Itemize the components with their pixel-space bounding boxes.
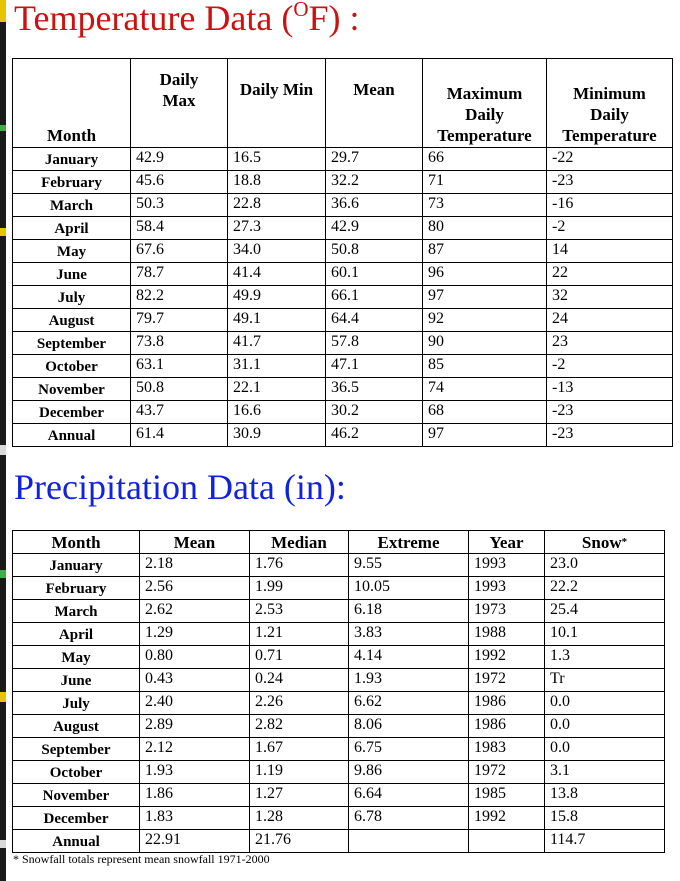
header-daily-max: Daily Max	[131, 59, 228, 148]
precipitation-cell-year: 1972	[469, 669, 545, 692]
temperature-cell-min: 27.3	[228, 217, 326, 240]
precipitation-cell-extreme: 8.06	[349, 715, 469, 738]
temperature-cell-mean: 47.1	[326, 355, 423, 378]
temperature-cell-mean: 36.6	[326, 194, 423, 217]
temperature-cell-lo: -16	[547, 194, 673, 217]
temperature-cell-mean: 42.9	[326, 217, 423, 240]
header-median: Median	[250, 531, 349, 554]
precipitation-cell-snow: 10.1	[545, 623, 665, 646]
temperature-row	[13, 171, 673, 194]
precipitation-row	[13, 715, 665, 738]
temperature-cell-mean: 30.2	[326, 401, 423, 424]
precipitation-cell-year: 1973	[469, 600, 545, 623]
temperature-cell-mean: 64.4	[326, 309, 423, 332]
precipitation-cell-median: 1.76	[250, 554, 349, 577]
precipitation-cell-snow: 15.8	[545, 807, 665, 830]
temperature-cell-min: 16.6	[228, 401, 326, 424]
temperature-cell-min: 16.5	[228, 148, 326, 171]
temperature-cell-hi: 97	[423, 286, 547, 309]
temperature-cell-hi: 73	[423, 194, 547, 217]
temperature-cell-mean: 50.8	[326, 240, 423, 263]
precipitation-cell-extreme: 3.83	[349, 623, 469, 646]
precipitation-cell-month: March	[13, 600, 140, 623]
precipitation-cell-median: 1.28	[250, 807, 349, 830]
temperature-cell-mean: 32.2	[326, 171, 423, 194]
precipitation-cell-month: September	[13, 738, 140, 761]
temperature-cell-hi: 96	[423, 263, 547, 286]
header-extreme: Extreme	[349, 531, 469, 554]
precipitation-row	[13, 784, 665, 807]
temperature-cell-lo: 23	[547, 332, 673, 355]
precipitation-cell-year: 1972	[469, 761, 545, 784]
temperature-cell-hi: 71	[423, 171, 547, 194]
temperature-cell-lo: 24	[547, 309, 673, 332]
temperature-heading	[14, 0, 360, 36]
precipitation-cell-snow: 13.8	[545, 784, 665, 807]
temperature-cell-min: 22.8	[228, 194, 326, 217]
precipitation-cell-month: November	[13, 784, 140, 807]
temperature-cell-max: 43.7	[131, 401, 228, 424]
header-mean: Mean	[326, 59, 423, 148]
precipitation-cell-extreme: 6.75	[349, 738, 469, 761]
precipitation-row	[13, 577, 665, 600]
precipitation-cell-mean: 2.18	[140, 554, 250, 577]
precipitation-row	[13, 554, 665, 577]
precipitation-cell-extreme: 6.64	[349, 784, 469, 807]
degree-symbol: O	[293, 0, 309, 21]
temperature-cell-hi: 68	[423, 401, 547, 424]
precipitation-cell-median: 1.27	[250, 784, 349, 807]
precipitation-cell-mean: 0.43	[140, 669, 250, 692]
precipitation-cell-extreme: 6.78	[349, 807, 469, 830]
precipitation-cell-snow: 114.7	[545, 830, 665, 853]
temperature-cell-min: 49.9	[228, 286, 326, 309]
precipitation-cell-median: 2.82	[250, 715, 349, 738]
precipitation-cell-snow: 23.0	[545, 554, 665, 577]
header-year: Year	[469, 531, 545, 554]
temperature-cell-lo: -22	[547, 148, 673, 171]
temperature-table	[12, 58, 673, 447]
temperature-cell-lo: -2	[547, 217, 673, 240]
temperature-cell-hi: 90	[423, 332, 547, 355]
precipitation-cell-median: 21.76	[250, 830, 349, 853]
temperature-row	[13, 309, 673, 332]
temperature-row	[13, 355, 673, 378]
precipitation-cell-extreme	[349, 830, 469, 853]
temperature-cell-max: 50.8	[131, 378, 228, 401]
temperature-cell-max: 79.7	[131, 309, 228, 332]
temperature-row	[13, 332, 673, 355]
precipitation-cell-year: 1983	[469, 738, 545, 761]
precipitation-row	[13, 623, 665, 646]
precipitation-cell-snow: Tr	[545, 669, 665, 692]
precipitation-cell-extreme: 9.55	[349, 554, 469, 577]
temperature-row	[13, 148, 673, 171]
precipitation-row	[13, 738, 665, 761]
temperature-cell-hi: 80	[423, 217, 547, 240]
precipitation-row	[13, 646, 665, 669]
temperature-cell-lo: 32	[547, 286, 673, 309]
temperature-cell-hi: 97	[423, 424, 547, 447]
header-min-daily-temperature: Minimum Daily Temperature	[547, 59, 673, 148]
temperature-header-row	[13, 59, 673, 148]
temperature-cell-hi: 87	[423, 240, 547, 263]
precipitation-cell-snow: 3.1	[545, 761, 665, 784]
precipitation-cell-month: June	[13, 669, 140, 692]
precipitation-cell-mean: 1.93	[140, 761, 250, 784]
precipitation-cell-year: 1986	[469, 692, 545, 715]
temperature-row	[13, 263, 673, 286]
temperature-cell-mean: 29.7	[326, 148, 423, 171]
precipitation-cell-year: 1992	[469, 807, 545, 830]
temperature-cell-month: November	[13, 378, 131, 401]
temperature-cell-max: 63.1	[131, 355, 228, 378]
header-month: Month	[13, 59, 131, 148]
temperature-cell-max: 73.8	[131, 332, 228, 355]
precipitation-cell-extreme: 6.62	[349, 692, 469, 715]
temperature-cell-month: March	[13, 194, 131, 217]
temperature-cell-max: 58.4	[131, 217, 228, 240]
temperature-table-body	[13, 148, 673, 447]
temperature-cell-lo: 22	[547, 263, 673, 286]
temperature-cell-max: 61.4	[131, 424, 228, 447]
precipitation-cell-month: April	[13, 623, 140, 646]
precipitation-cell-extreme: 9.86	[349, 761, 469, 784]
temperature-cell-max: 50.3	[131, 194, 228, 217]
precipitation-header-row	[13, 531, 665, 554]
temperature-row	[13, 424, 673, 447]
temperature-cell-lo: -13	[547, 378, 673, 401]
temperature-cell-min: 41.4	[228, 263, 326, 286]
precipitation-cell-mean: 1.29	[140, 623, 250, 646]
precipitation-cell-year: 1993	[469, 554, 545, 577]
temperature-cell-hi: 92	[423, 309, 547, 332]
temperature-cell-month: October	[13, 355, 131, 378]
temperature-cell-month: June	[13, 263, 131, 286]
temperature-cell-lo: -23	[547, 424, 673, 447]
temperature-cell-max: 67.6	[131, 240, 228, 263]
temperature-row	[13, 194, 673, 217]
precipitation-cell-snow: 0.0	[545, 692, 665, 715]
precipitation-row	[13, 761, 665, 784]
precipitation-cell-mean: 1.86	[140, 784, 250, 807]
temperature-row	[13, 378, 673, 401]
precipitation-cell-month: December	[13, 807, 140, 830]
precipitation-heading: Precipitation Data (in):	[14, 467, 346, 507]
temperature-cell-min: 41.7	[228, 332, 326, 355]
precipitation-cell-month: February	[13, 577, 140, 600]
temperature-cell-month: December	[13, 401, 131, 424]
precipitation-table	[12, 530, 665, 853]
precipitation-cell-extreme: 1.93	[349, 669, 469, 692]
temperature-cell-month: May	[13, 240, 131, 263]
precipitation-cell-extreme: 4.14	[349, 646, 469, 669]
precipitation-cell-month: July	[13, 692, 140, 715]
temperature-cell-lo: -23	[547, 171, 673, 194]
precipitation-cell-mean: 0.80	[140, 646, 250, 669]
left-window-edge	[0, 0, 6, 881]
precipitation-cell-snow: 25.4	[545, 600, 665, 623]
precipitation-cell-median: 0.24	[250, 669, 349, 692]
header-snow: Snow*	[545, 531, 665, 554]
precipitation-cell-median: 1.19	[250, 761, 349, 784]
temperature-cell-max: 45.6	[131, 171, 228, 194]
temperature-cell-hi: 66	[423, 148, 547, 171]
precipitation-cell-mean: 1.83	[140, 807, 250, 830]
precipitation-cell-mean: 2.62	[140, 600, 250, 623]
temperature-cell-mean: 36.5	[326, 378, 423, 401]
temperature-cell-lo: 14	[547, 240, 673, 263]
temperature-row	[13, 240, 673, 263]
precipitation-cell-year: 1992	[469, 646, 545, 669]
precipitation-cell-month: October	[13, 761, 140, 784]
precipitation-cell-month: August	[13, 715, 140, 738]
temperature-cell-month: September	[13, 332, 131, 355]
temperature-heading-text: Temperature Data (	[14, 0, 294, 38]
temperature-cell-month: August	[13, 309, 131, 332]
precipitation-cell-mean: 2.56	[140, 577, 250, 600]
precipitation-row	[13, 830, 665, 853]
temperature-cell-lo: -23	[547, 401, 673, 424]
temperature-cell-max: 42.9	[131, 148, 228, 171]
temperature-row	[13, 401, 673, 424]
temperature-cell-mean: 66.1	[326, 286, 423, 309]
temperature-cell-min: 31.1	[228, 355, 326, 378]
precipitation-cell-median: 2.53	[250, 600, 349, 623]
precipitation-row	[13, 692, 665, 715]
temperature-cell-hi: 74	[423, 378, 547, 401]
precipitation-cell-year: 1988	[469, 623, 545, 646]
header-month: Month	[13, 531, 140, 554]
temperature-cell-min: 30.9	[228, 424, 326, 447]
precipitation-table-body	[13, 554, 665, 853]
snowfall-footnote: * Snowfall totals represent mean snowfall 1971-2000	[13, 852, 270, 866]
precipitation-cell-month: May	[13, 646, 140, 669]
precipitation-cell-month: January	[13, 554, 140, 577]
precipitation-cell-year	[469, 830, 545, 853]
precipitation-cell-extreme: 6.18	[349, 600, 469, 623]
precipitation-cell-median: 0.71	[250, 646, 349, 669]
precipitation-cell-median: 1.67	[250, 738, 349, 761]
temperature-cell-month: April	[13, 217, 131, 240]
temperature-cell-min: 34.0	[228, 240, 326, 263]
temperature-cell-mean: 60.1	[326, 263, 423, 286]
precipitation-cell-extreme: 10.05	[349, 577, 469, 600]
temperature-cell-min: 18.8	[228, 171, 326, 194]
temperature-cell-mean: 46.2	[326, 424, 423, 447]
temperature-cell-month: July	[13, 286, 131, 309]
temperature-cell-max: 82.2	[131, 286, 228, 309]
precipitation-cell-mean: 2.40	[140, 692, 250, 715]
header-mean: Mean	[140, 531, 250, 554]
header-daily-min: Daily Min	[228, 59, 326, 148]
temperature-cell-min: 49.1	[228, 309, 326, 332]
precipitation-row	[13, 807, 665, 830]
temperature-cell-min: 22.1	[228, 378, 326, 401]
temperature-cell-max: 78.7	[131, 263, 228, 286]
precipitation-cell-snow: 22.2	[545, 577, 665, 600]
temperature-heading-unit: F) :	[308, 0, 360, 38]
precipitation-cell-year: 1986	[469, 715, 545, 738]
snow-footnote-marker: *	[621, 536, 628, 548]
temperature-cell-mean: 57.8	[326, 332, 423, 355]
temperature-cell-month: Annual	[13, 424, 131, 447]
precipitation-cell-year: 1985	[469, 784, 545, 807]
precipitation-row	[13, 669, 665, 692]
precipitation-cell-median: 1.21	[250, 623, 349, 646]
precipitation-cell-month: Annual	[13, 830, 140, 853]
precipitation-cell-median: 1.99	[250, 577, 349, 600]
temperature-cell-hi: 85	[423, 355, 547, 378]
precipitation-cell-year: 1993	[469, 577, 545, 600]
precipitation-cell-median: 2.26	[250, 692, 349, 715]
precipitation-row	[13, 600, 665, 623]
precipitation-cell-snow: 0.0	[545, 715, 665, 738]
temperature-row	[13, 286, 673, 309]
temperature-cell-month: February	[13, 171, 131, 194]
temperature-row	[13, 217, 673, 240]
precipitation-cell-snow: 0.0	[545, 738, 665, 761]
precipitation-cell-mean: 2.12	[140, 738, 250, 761]
precipitation-cell-mean: 2.89	[140, 715, 250, 738]
precipitation-cell-mean: 22.91	[140, 830, 250, 853]
precipitation-cell-snow: 1.3	[545, 646, 665, 669]
temperature-cell-lo: -2	[547, 355, 673, 378]
temperature-cell-month: January	[13, 148, 131, 171]
header-max-daily-temperature: Maximum Daily Temperature	[423, 59, 547, 148]
